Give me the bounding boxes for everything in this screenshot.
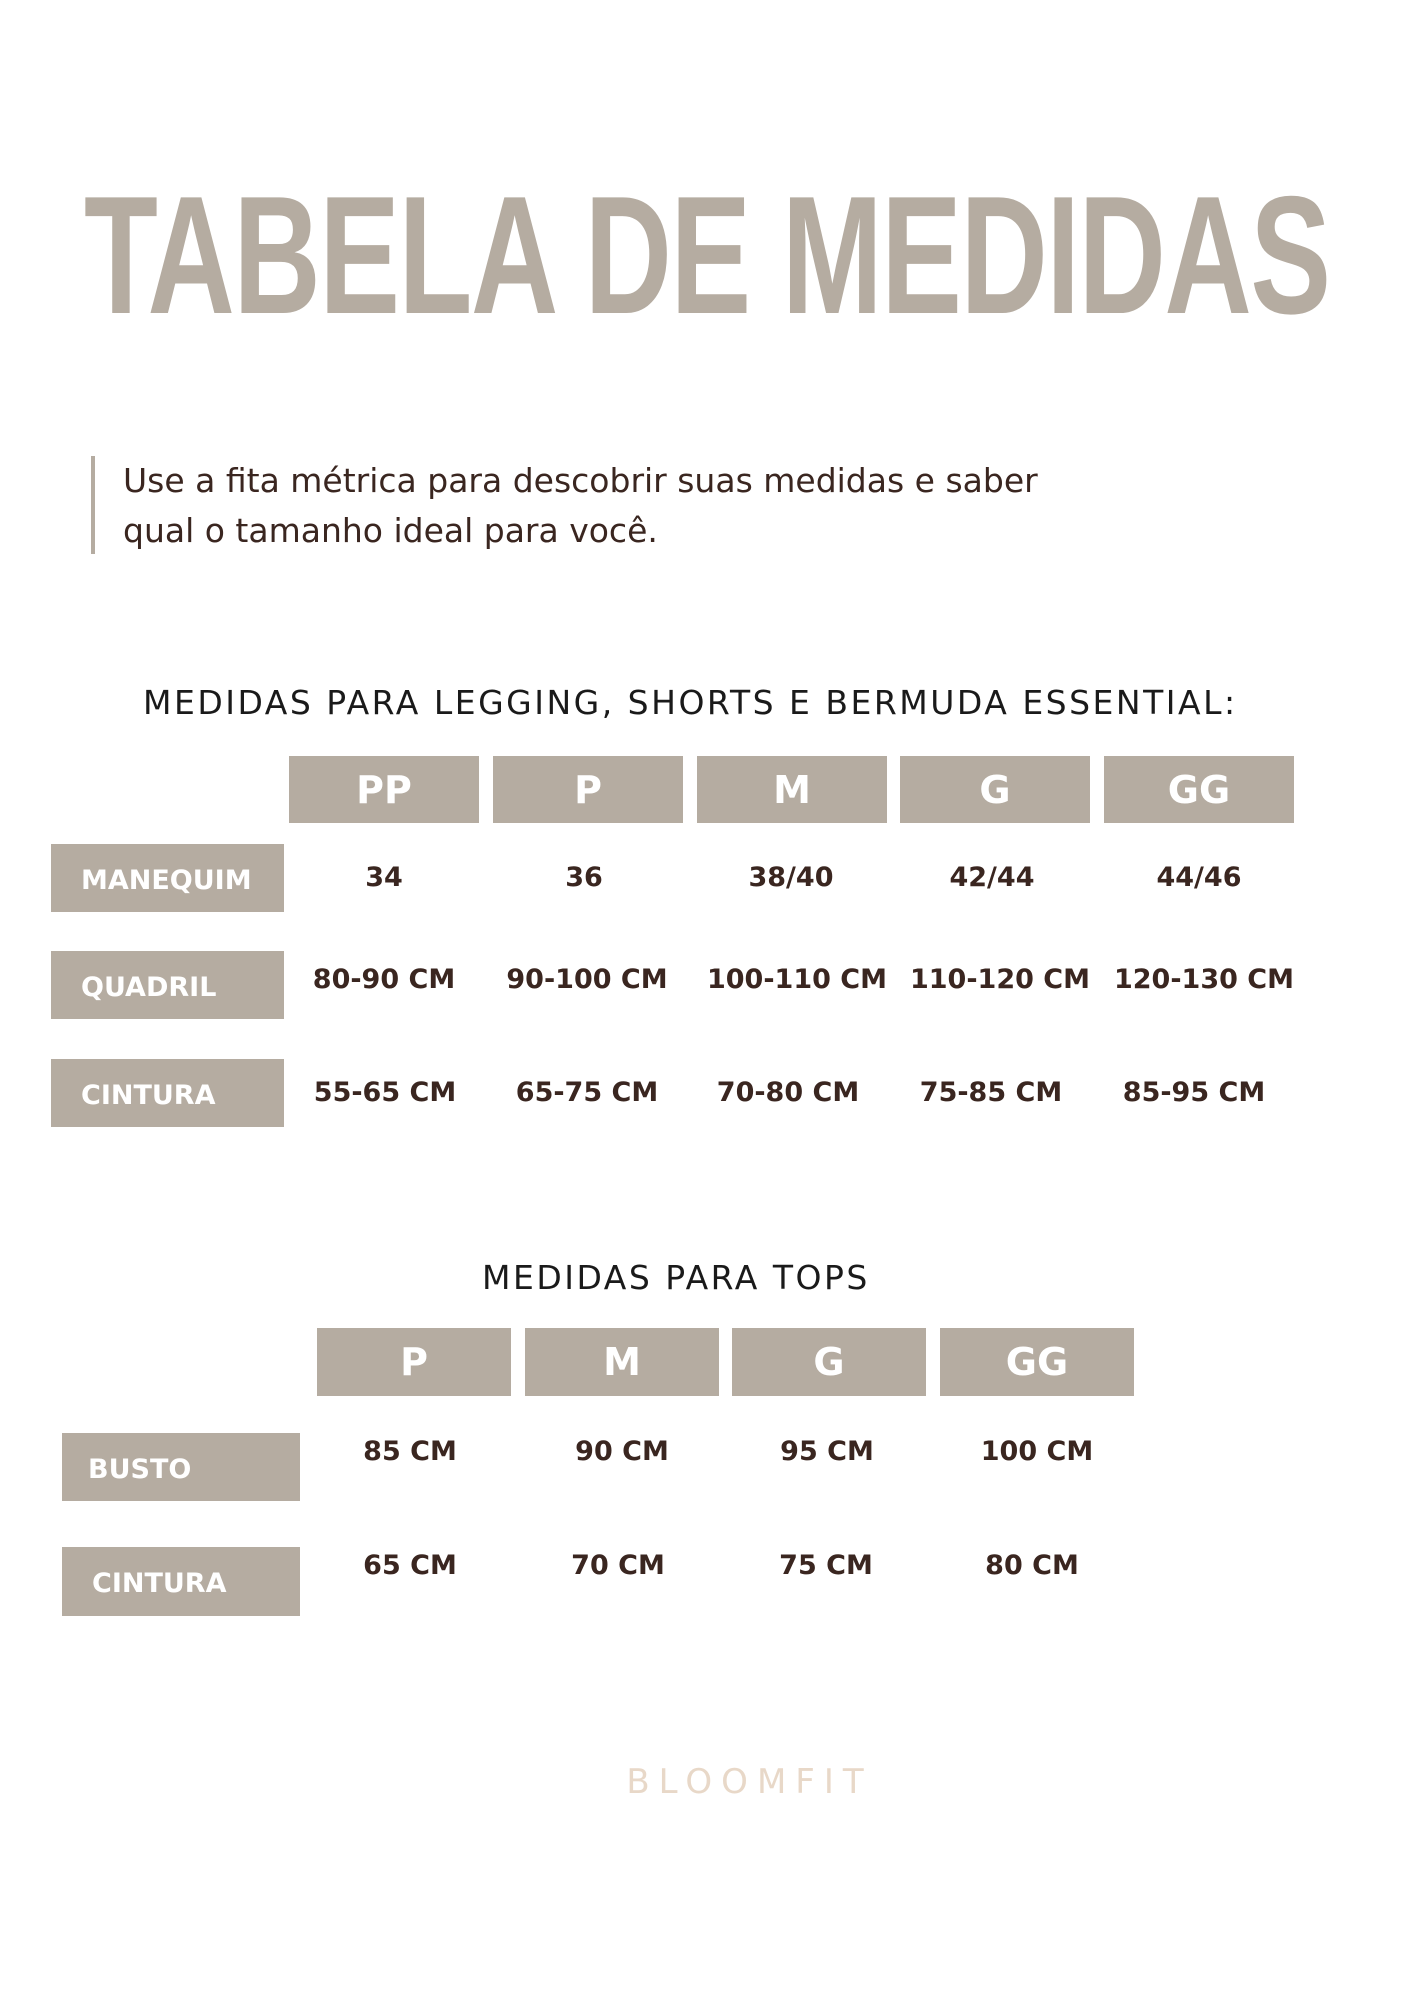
table-cell: 85 CM <box>363 1436 457 1467</box>
tops-section-title: MEDIDAS PARA TOPS <box>482 1258 870 1297</box>
intro-line-1: Use a fita métrica para descobrir suas medidas e saber <box>123 461 1038 500</box>
table-cell: 55-65 CM <box>313 1077 457 1108</box>
table-cell: 110-120 CM <box>909 964 1090 995</box>
bottoms-section-title: MEDIDAS PARA LEGGING, SHORTS E BERMUDA ESSENTIAL: <box>143 683 1238 722</box>
bottoms-row-label-quadril: QUADRIL <box>51 951 284 1019</box>
tops-size-header-g: G <box>732 1328 926 1396</box>
table-cell: 44/46 <box>1156 862 1242 893</box>
tops-size-header-p: P <box>317 1328 511 1396</box>
table-cell: 80-90 CM <box>312 964 456 995</box>
bottoms-size-header-pp: PP <box>289 756 479 823</box>
table-cell: 38/40 <box>748 862 834 893</box>
bottoms-size-header-gg: GG <box>1104 756 1294 823</box>
table-cell: 75-85 CM <box>919 1077 1063 1108</box>
bottoms-row-label-manequim: MANEQUIM <box>51 844 284 912</box>
page-title: TABELA DE MEDIDAS <box>84 161 1330 349</box>
tops-size-header-gg: GG <box>940 1328 1134 1396</box>
table-cell: 100 CM <box>980 1436 1094 1467</box>
table-cell: 90-100 CM <box>506 964 668 995</box>
table-cell: 95 CM <box>780 1436 874 1467</box>
bottoms-row-label-cintura: CINTURA <box>51 1059 284 1127</box>
table-cell: 65 CM <box>363 1550 457 1581</box>
tops-row-label-cintura: CINTURA <box>62 1547 300 1616</box>
table-cell: 36 <box>565 862 603 893</box>
table-cell: 42/44 <box>949 862 1035 893</box>
table-cell: 34 <box>365 862 403 893</box>
table-cell: 70 CM <box>571 1550 665 1581</box>
table-cell: 120-130 CM <box>1113 964 1294 995</box>
table-cell: 90 CM <box>575 1436 669 1467</box>
table-cell: 80 CM <box>985 1550 1079 1581</box>
brand-logo: BLOOMFIT <box>626 1762 873 1802</box>
tops-row-label-busto: BUSTO <box>62 1433 300 1501</box>
table-cell: 85-95 CM <box>1122 1077 1266 1108</box>
intro-quote <box>91 456 1191 554</box>
table-cell: 75 CM <box>779 1550 873 1581</box>
table-cell: 100-110 CM <box>706 964 887 995</box>
tops-size-header-m: M <box>525 1328 719 1396</box>
table-cell: 65-75 CM <box>515 1077 659 1108</box>
table-cell: 70-80 CM <box>716 1077 860 1108</box>
intro-line-2: qual o tamanho ideal para você. <box>123 511 658 550</box>
bottoms-size-header-m: M <box>697 756 887 823</box>
bottoms-size-header-g: G <box>900 756 1090 823</box>
bottoms-size-header-p: P <box>493 756 683 823</box>
